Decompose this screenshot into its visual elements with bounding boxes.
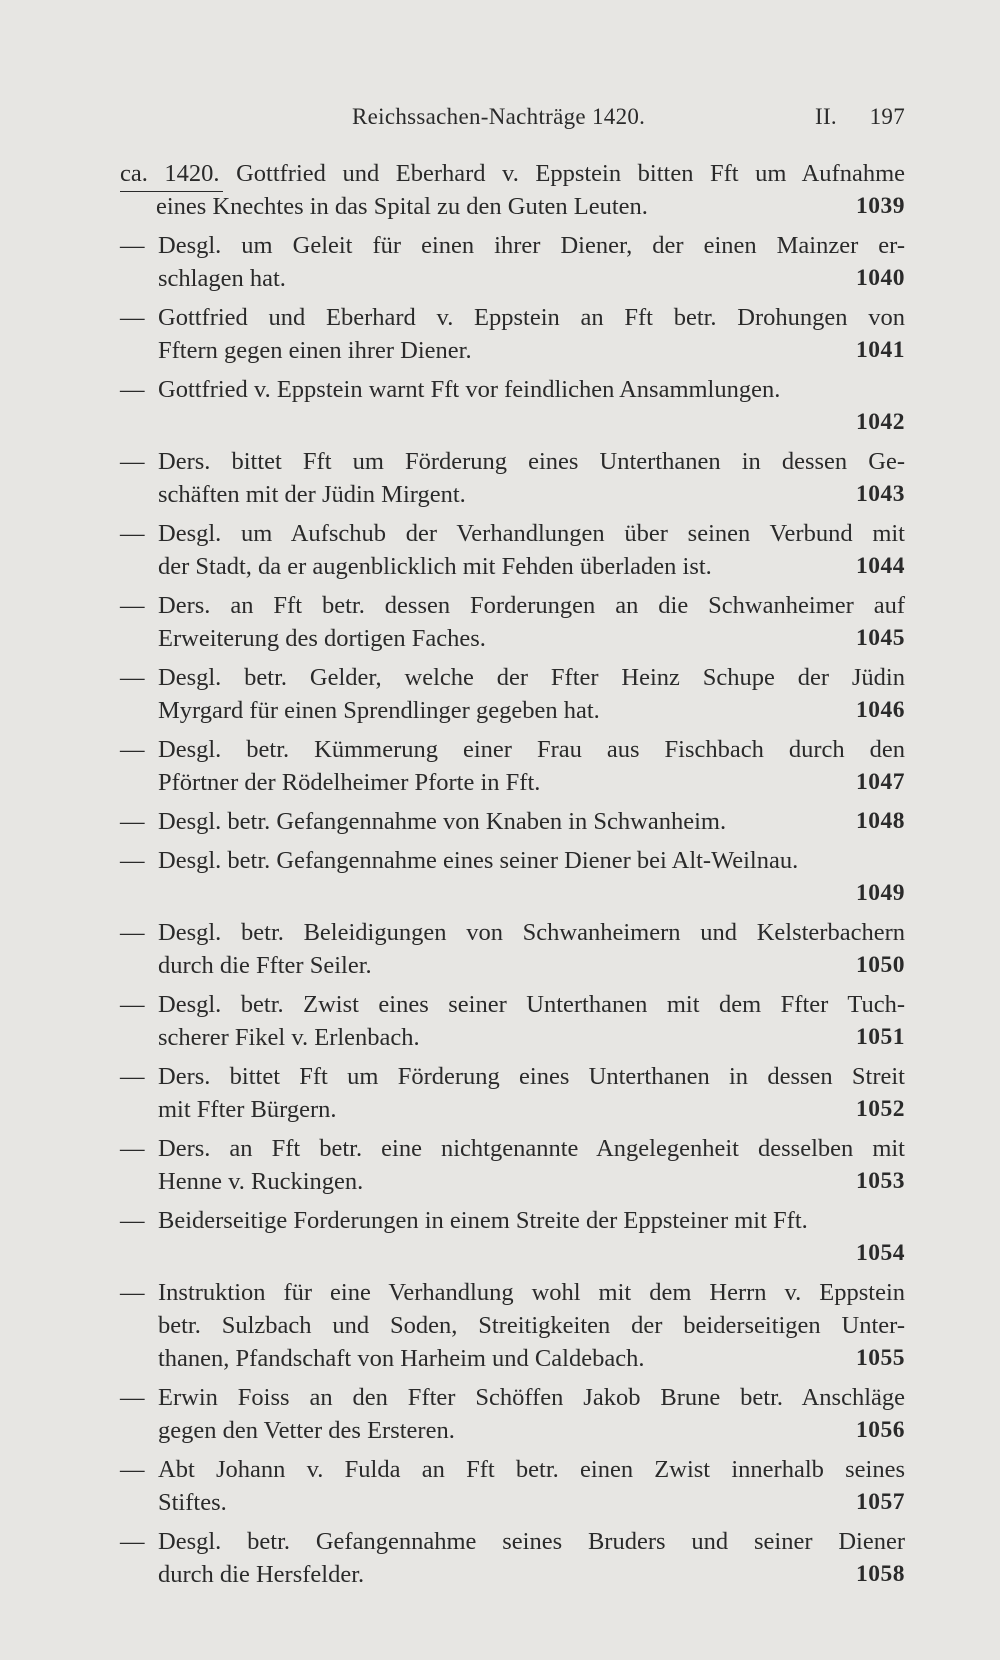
entry-dash: — [120,1063,145,1090]
entry-line: Ders. bittet Fft um Förderung eines Unterthanen in dessen Ge- [158,448,905,475]
entry-number: 1050 [856,952,905,978]
entry-line: Beiderseitige Forderungen in einem Streite der Eppsteiner mit Fft. [158,1207,808,1234]
entry-1051 [120,988,905,1054]
entry-line: Instruktion für eine Verhandlung wohl mit dem Herrn v. Eppstein [158,1279,905,1306]
entry-line: Ders. bittet Fft um Förderung eines Unterthanen in dessen Streit [158,1063,905,1090]
entry-line: Abt Johann v. Fulda an Fft betr. einen Zwist innerhalb seines [158,1456,905,1483]
entry-number: 1043 [856,481,905,507]
entry-1054 [120,1204,905,1270]
entry-line: Desgl. betr. Beleidigungen von Schwanheimern und Kelsterbachern [158,919,905,946]
entry-number: 1046 [856,697,905,723]
entry-1055 [120,1276,905,1375]
entry-line: durch die Hersfelder. [158,1561,365,1588]
entry-dash: — [120,991,145,1018]
entry-number: 1049 [856,880,905,906]
entry-1048 [120,805,905,838]
entry-line: schäften mit der Jüdin Mirgent. [158,481,466,508]
entry-number: 1055 [856,1345,905,1371]
entry-number: 1048 [856,808,905,834]
entry-dash: — [120,847,145,874]
entry-1041 [120,301,905,367]
entry-number: 1057 [856,1489,905,1515]
running-header [120,104,905,144]
entry-dash: — [120,520,145,547]
entry-number: 1045 [856,625,905,651]
number-spacer [120,406,905,439]
entry-number: 1041 [856,337,905,363]
entry-line: Myrgard für einen Sprendlinger gegeben hat. [158,697,600,724]
entry-1052 [120,1060,905,1126]
entry-line: Erweiterung des dortigen Faches. [158,625,486,652]
number-spacer [120,877,905,910]
entry-list [120,157,905,1597]
entry-line: Pförtner der Rödelheimer Pforte in Fft. [158,769,541,796]
entry-1053 [120,1132,905,1198]
entry-line: Ders. an Fft betr. eine nichtgenannte Angelegenheit desselben mit [158,1135,905,1162]
entry-line: Desgl. betr. Gefangennahme seines Bruders und seiner Diener [158,1528,905,1555]
entry-1050 [120,916,905,982]
entry-line: Henne v. Ruckingen. [158,1168,364,1195]
entry-line: Ders. an Fft betr. dessen Forderungen an die Schwanheimer auf [158,592,905,619]
entry-1056 [120,1381,905,1447]
entry-number: 1051 [856,1024,905,1050]
entry-dash: — [120,736,145,763]
entry-number: 1039 [856,193,905,219]
entry-dash: — [120,448,145,475]
entry-date: ca. 1420. [120,160,220,187]
entry-dash: — [120,1135,145,1162]
entry-line: Desgl. um Aufschub der Verhandlungen über seinen Verbund mit [158,520,905,547]
entry-line: Gottfried und Eberhard v. Eppstein an Fft betr. Drohungen von [158,304,905,331]
entry-line: Erwin Foiss an den Ffter Schöffen Jakob Brune betr. Anschläge [158,1384,905,1411]
entry-number: 1053 [856,1168,905,1194]
entry-1045 [120,589,905,655]
entry-line: Stiftes. [158,1489,227,1516]
entry-1058 [120,1525,905,1591]
entry-number: 1058 [856,1561,905,1587]
entry-1040 [120,229,905,295]
number-spacer [120,1237,905,1270]
entry-line: betr. Sulzbach und Soden, Streitigkeiten der beiderseitigen Unter- [158,1312,905,1339]
entry-dash: — [120,1456,145,1483]
entry-1044 [120,517,905,583]
entry-number: 1054 [856,1240,905,1266]
entry-dash: — [120,1279,145,1306]
entry-dash: — [120,808,145,835]
entry-number: 1042 [856,409,905,435]
entry-number: 1052 [856,1096,905,1122]
entry-line: scherer Fikel v. Erlenbach. [158,1024,420,1051]
entry-dash: — [120,376,145,403]
entry-line: Desgl. um Geleit für einen ihrer Diener, der einen Mainzer er- [158,232,905,259]
entry-text: Gottfried und Eberhard v. Eppstein bitten Fft um Aufnahme [236,160,906,187]
entry-dash: — [120,1207,145,1234]
entry-line: mit Ffter Bürgern. [158,1096,337,1123]
entry-number: 1047 [856,769,905,795]
entry-line: der Stadt, da er augenblicklich mit Fehden überladen ist. [158,553,712,580]
entry-dash: — [120,919,145,946]
header-section: II. [815,104,837,129]
entry-line: gegen den Vetter des Ersteren. [158,1417,455,1444]
entry-line [120,157,905,190]
entry-1043 [120,445,905,511]
entry-dash: — [120,592,145,619]
entry-1039 [120,157,905,223]
entry-number: 1056 [856,1417,905,1443]
entry-line: Fftern gegen einen ihrer Diener. [158,337,472,364]
entry-line: Desgl. betr. Zwist eines seiner Unterthanen mit dem Ffter Tuch- [158,991,905,1018]
entry-1049 [120,844,905,910]
entry-line: Desgl. betr. Gefangennahme von Knaben in Schwanheim. [158,808,727,835]
entry-1057 [120,1453,905,1519]
entry-number: 1044 [856,553,905,579]
entry-dash: — [120,664,145,691]
entry-line: Desgl. betr. Kümmerung einer Frau aus Fischbach durch den [158,736,905,763]
entry-line: Desgl. betr. Gelder, welche der Ffter Heinz Schupe der Jüdin [158,664,905,691]
entry-dash: — [120,232,145,259]
entry-line: Desgl. betr. Gefangennahme eines seiner Diener bei Alt-Weilnau. [158,847,799,874]
header-title: Reichssachen-Nachträge 1420. [352,104,646,129]
entry-dash: — [120,1384,145,1411]
entry-line: thanen, Pfandschaft von Harheim und Caldebach. [158,1345,645,1372]
entry-1047 [120,733,905,799]
entry-dash: — [120,304,145,331]
entry-line: schlagen hat. [158,265,286,292]
entry-line: durch die Ffter Seiler. [158,952,372,979]
entry-dash: — [120,1528,145,1555]
entry-1042 [120,373,905,439]
entry-line: Gottfried v. Eppstein warnt Fft vor feindlichen Ansammlungen. [158,376,781,403]
entry-1046 [120,661,905,727]
entry-number: 1040 [856,265,905,291]
page-number: 197 [869,104,905,129]
entry-line: eines Knechtes in das Spital zu den Guten Leuten. [156,193,648,220]
